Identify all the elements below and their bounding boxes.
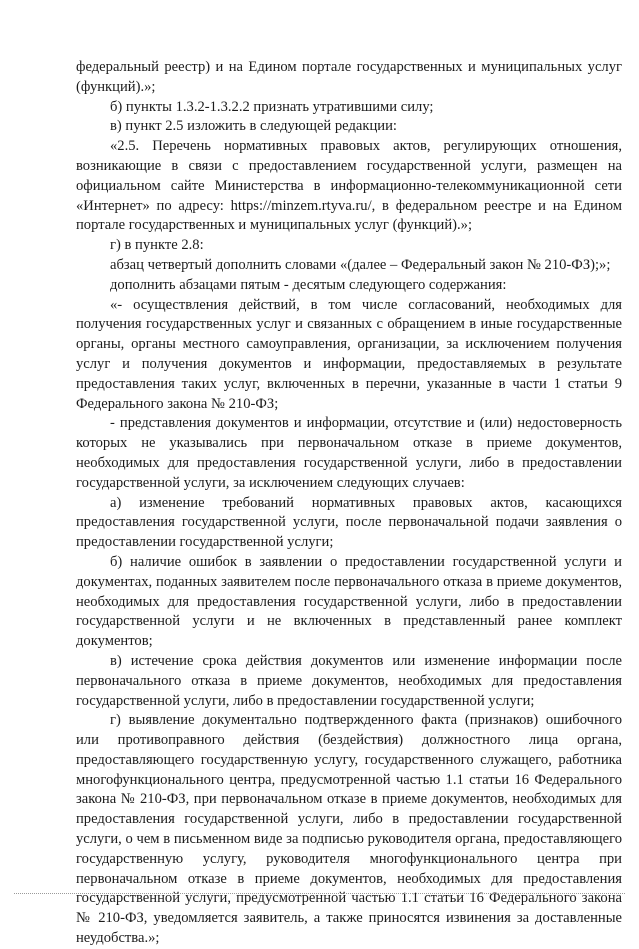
paragraph: г) выявление документально подтвержденного факта (признаков) ошибочного или противоправного действия (бездействия) должностного лица органа, предоставляющего государственную услугу, государственного служащего, работника многофункционального центра, предусмотренной частью 1.1 статьи 16 Федерального закона № 210-ФЗ, при первоначальном отказе в приеме документов, необходимых для предоставления государственной услуги, либо в предоставлении государственной услуги, о чем в письменном виде за подписью руководителя органа, предоставляющего государственную услугу, руководителя многофункционального центра при первоначальном отказе в приеме документов, необходимых для предоставления государственной услуги, предусмотренной частью 1.1 статьи 16 Федерального закона № 210-ФЗ, уведомляется заявитель, а также приносятся извинения за доставленные неудобства.»; <box>76 712 622 947</box>
paragraph: а) изменение требований нормативных правовых актов, касающихся предоставления государственной услуги, после первоначальной подачи заявления о предоставлении государственной услуги; <box>76 494 622 551</box>
paragraph: б) наличие ошибок в заявлении о предоставлении государственной услуги и документах, поданных заявителем после первоначального отказа в приеме документов, необходимых для предоставления государственной услуги, либо в предоставлении государственной услуги и не включенных в представленный ранее комплект документов; <box>76 553 622 650</box>
page-edge-divider <box>14 893 625 894</box>
paragraph: - представления документов и информации, отсутствие и (или) недостоверность которых не указывались при первоначальном отказе в приеме документов, необходимых для предоставления государственной услуги, либо в предоставлении государственной услуги, за исключением следующих случаев: <box>76 415 622 491</box>
paragraph: федеральный реестр) и на Едином портале государственных и муниципальных услуг (функций).»; <box>76 59 622 95</box>
document-body <box>76 58 622 949</box>
paragraph: б) пункты 1.3.2-1.3.2.2 признать утратившими силу; <box>110 98 434 115</box>
paragraph: «- осуществления действий, в том числе согласований, необходимых для получения государственных услуг и связанных с обращением в иные государственные органы, органы местного самоуправления, организации, за исключением получения услуг и получения документов и информации, предоставляемых в результате предоставления таких услуг, включенных в перечни, указанные в части 1 статьи 9 Федерального закона № 210-ФЗ; <box>76 296 622 412</box>
paragraph: дополнить абзацами пятым - десятым следующего содержания: <box>110 276 507 293</box>
paragraph: «2.5. Перечень нормативных правовых актов, регулирующих отношения, возникающие в связи с предоставлением государственной услуги, размещен на официальном сайте Министерства в информационно-телекоммуникационной сети «Интернет» по адресу: https://minzem.rtyva.ru/, в федеральном реестре и на Едином портале государственных и муниципальных услуг (функций).»; <box>76 138 622 234</box>
paragraph: г) в пункте 2.8: <box>110 237 204 254</box>
paragraph: в) истечение срока действия документов или изменение информации после первоначального отказа в приеме документов, необходимых для предоставления государственной услуги, либо в предоставлении государственной услуги; <box>76 652 622 709</box>
paragraph: в) пункт 2.5 изложить в следующей редакции: <box>110 118 397 135</box>
paragraph: абзац четвертый дополнить словами «(далее – Федеральный закон № 210-ФЗ);»; <box>110 256 611 273</box>
